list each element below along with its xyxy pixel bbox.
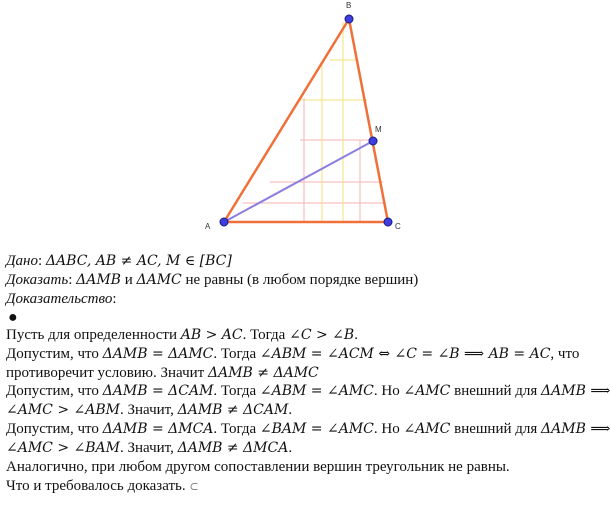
text-span: внешний для [454, 383, 538, 400]
math-span: ∠C > ∠B [289, 326, 355, 343]
prove-rest: не равны (в любом порядке вершин) [185, 271, 419, 288]
text-span: . [288, 440, 293, 457]
qed-text: Что и требовалось доказать. [6, 477, 186, 494]
proof-line-6 [6, 420, 610, 439]
math-span: ΔAMB = ΔAMC [102, 345, 214, 362]
label-b: B [346, 1, 352, 10]
text-span: . [354, 326, 358, 343]
proof-line-5 [6, 401, 596, 420]
side-bc [349, 19, 388, 222]
math-span: ΔAMB ≠ ΔAMC [208, 364, 319, 381]
proof-colon: : [112, 290, 117, 307]
math-span: ∠AMC > ∠ABM [6, 402, 120, 419]
point-m [369, 137, 377, 145]
text-span: . Но [373, 383, 400, 400]
text-span: Пусть для определенности [6, 326, 177, 343]
label-m: M [375, 125, 382, 134]
proof-text [6, 252, 610, 497]
prove-math-1: ΔAMB [76, 271, 121, 288]
given-line [6, 252, 596, 271]
math-span: ∠ABM = ∠AMC [259, 383, 374, 400]
end-mark: ⊂ [189, 480, 199, 493]
point-b [345, 15, 353, 23]
proof-line-1 [6, 326, 596, 345]
prove-colon: : [68, 271, 73, 288]
point-c [384, 218, 392, 226]
proof-line-4 [6, 382, 610, 401]
label-c: C [395, 222, 401, 231]
proof-line-9 [6, 477, 596, 497]
math-span: ∠AMC [403, 421, 451, 438]
prove-and: и [124, 271, 133, 288]
prove-line [6, 271, 596, 290]
math-span: ∠AMC > ∠BAM [6, 440, 120, 457]
text-span: . Значит, [119, 402, 174, 419]
proof-line-3 [6, 364, 596, 383]
text-span: Допустим, что [6, 383, 99, 400]
math-span: ΔAMB = ΔMCA [102, 421, 214, 438]
math-span: ΔAMB ⟹ [541, 421, 610, 438]
triangle-sides [224, 19, 388, 222]
prove-label: Доказать [6, 271, 69, 288]
given-label: Дано [6, 253, 38, 269]
text-span: , что [550, 345, 580, 362]
math-span: ∠AMC [403, 383, 451, 400]
math-span: ΔAMB ≠ ΔMCA [177, 440, 289, 457]
text-span: . [288, 402, 293, 419]
given-math: ΔABC, AB ≠ AC, M ∈ [BC] [45, 253, 232, 269]
math-span: ∠BAM = ∠AMC [259, 421, 374, 438]
text-span: . Тогда [213, 383, 257, 400]
prove-math-2: ΔAMC [136, 271, 182, 288]
bullet-marker: ● [8, 308, 18, 326]
math-span: ∠ABM = ∠ACM ⇔ ∠C = ∠B ⟹ AB = AC [259, 345, 551, 362]
text-span: . Тогда [213, 345, 257, 362]
proof-line-2 [6, 345, 596, 364]
text-span: Допустим, что [6, 421, 99, 438]
proof-line-8: Аналогично, при любом другом сопоставлении вершин треугольник не равны. [6, 459, 510, 476]
given-colon: : [38, 253, 43, 269]
text-span: внешний для [454, 421, 538, 438]
proof-label: Доказательство [6, 290, 113, 307]
proof-line-7 [6, 439, 596, 458]
math-span: AB > AC [180, 326, 243, 343]
text-span: . Тогда [242, 326, 286, 343]
label-a: A [205, 222, 211, 231]
side-ab [224, 19, 349, 222]
triangle-figure [0, 0, 600, 240]
math-span: ΔAMB ≠ ΔCAM [177, 402, 289, 419]
point-a [220, 218, 228, 226]
text-span: . Значит, [119, 440, 174, 457]
text-span: . Тогда [213, 421, 257, 438]
math-span: ΔAMB ⟹ [541, 383, 610, 400]
proof-heading [6, 290, 596, 309]
text-span: противоречит условию. Значит [6, 364, 205, 381]
construction-grid [243, 22, 386, 222]
text-span: . Но [373, 421, 400, 438]
math-span: ΔAMB = ΔCAM [102, 383, 214, 400]
text-span: Допустим, что [6, 345, 99, 362]
